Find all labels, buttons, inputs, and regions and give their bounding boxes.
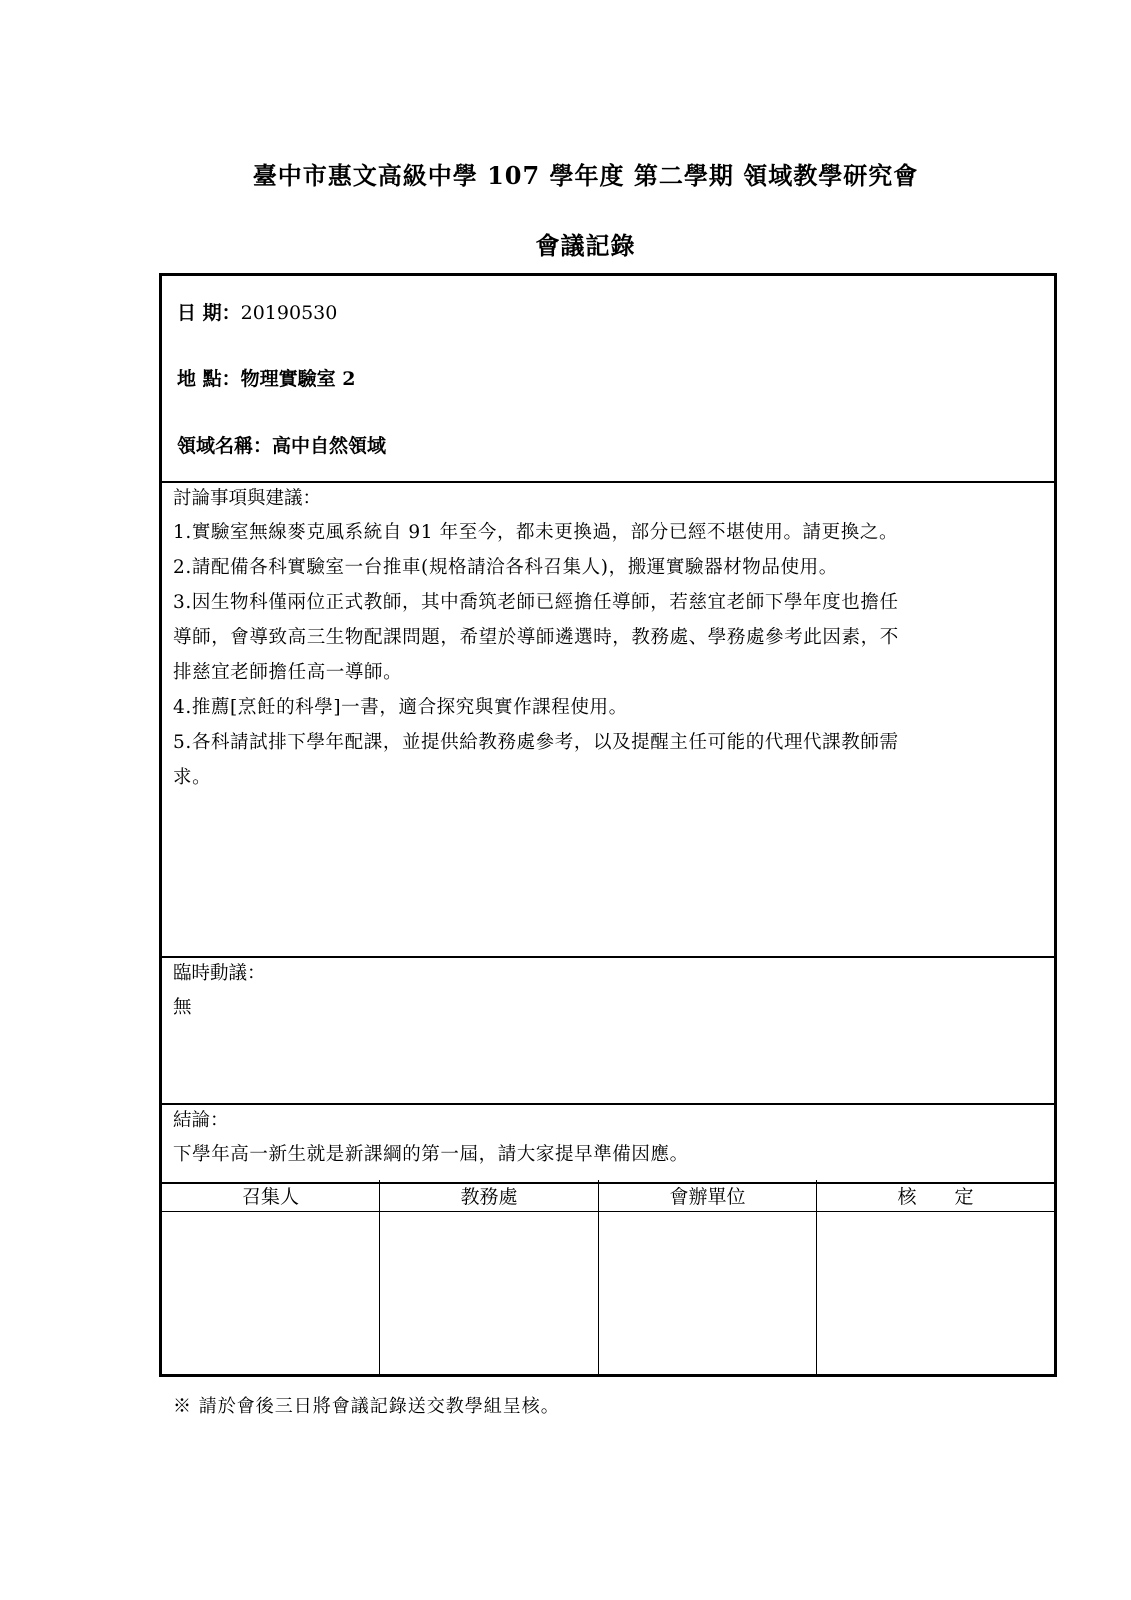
domain-label: 領域名稱： (177, 435, 273, 457)
discussion-section (173, 483, 1046, 795)
discussion-line: 導師，會導致高三生物配課問題，希望於導師遴選時，教務處、學務處參考此因素，不 (173, 627, 899, 648)
conclusion-heading: 結論： (173, 1110, 229, 1131)
domain-value: 高中自然領域 (272, 435, 387, 457)
page-subtitle: 會議記錄 (535, 231, 636, 260)
discussion-line: 5.各科請試排下學年配課，並提供給教務處參考，以及提醒主任可能的代理代課教師需 (173, 732, 899, 753)
discussion-line: 4.推薦[烹飪的科學]一書，適合探究與實作課程使用。 (173, 697, 628, 718)
page-title: 臺中市惠文高級中學 107 學年度 第二學期 領域教學研究會 (252, 161, 919, 190)
conclusion-content: 下學年高一新生就是新課綱的第一屆，請大家提早準備因應。 (173, 1144, 689, 1165)
motions-content: 無 (173, 997, 193, 1018)
discussion-line: 3.因生物科僅兩位正式教師，其中喬筑老師已經擔任導師，若慈宜老師下學年度也擔任 (173, 592, 899, 613)
signature-header-approval: 核 定 (897, 1186, 974, 1208)
discussion-heading: 討論事項與建議： (173, 488, 322, 509)
domain-row (177, 431, 386, 458)
signature-header-academic-affairs: 教務處 (460, 1186, 518, 1208)
motions-heading: 臨時動議： (173, 963, 266, 984)
discussion-line: 排慈宜老師擔任高一導師。 (173, 662, 403, 683)
date-label: 日 期： (177, 302, 241, 324)
place-value: 物理實驗室 2 (240, 368, 356, 390)
discussion-line: 2.請配備各科實驗室一台推車(規格請洽各科召集人)，搬運實驗器材物品使用。 (173, 557, 838, 578)
date-row (177, 298, 337, 325)
conclusion-section (173, 1105, 1046, 1172)
discussion-line: 求。 (173, 767, 212, 788)
footer-note: ※ 請於會後三日將會議記錄送交教學組呈核。 (173, 1396, 560, 1417)
signature-header-cosigning-unit: 會辦單位 (669, 1186, 746, 1208)
date-value: 20190530 (240, 302, 338, 324)
place-label: 地 點： (177, 368, 241, 390)
place-row (177, 364, 355, 391)
discussion-line: 1.實驗室無線麥克風系統自 91 年至今，都未更換過，部分已經不堪使用。請更換之。 (173, 522, 899, 543)
motions-section (173, 958, 1046, 1025)
signature-header-convener: 召集人 (241, 1186, 299, 1208)
